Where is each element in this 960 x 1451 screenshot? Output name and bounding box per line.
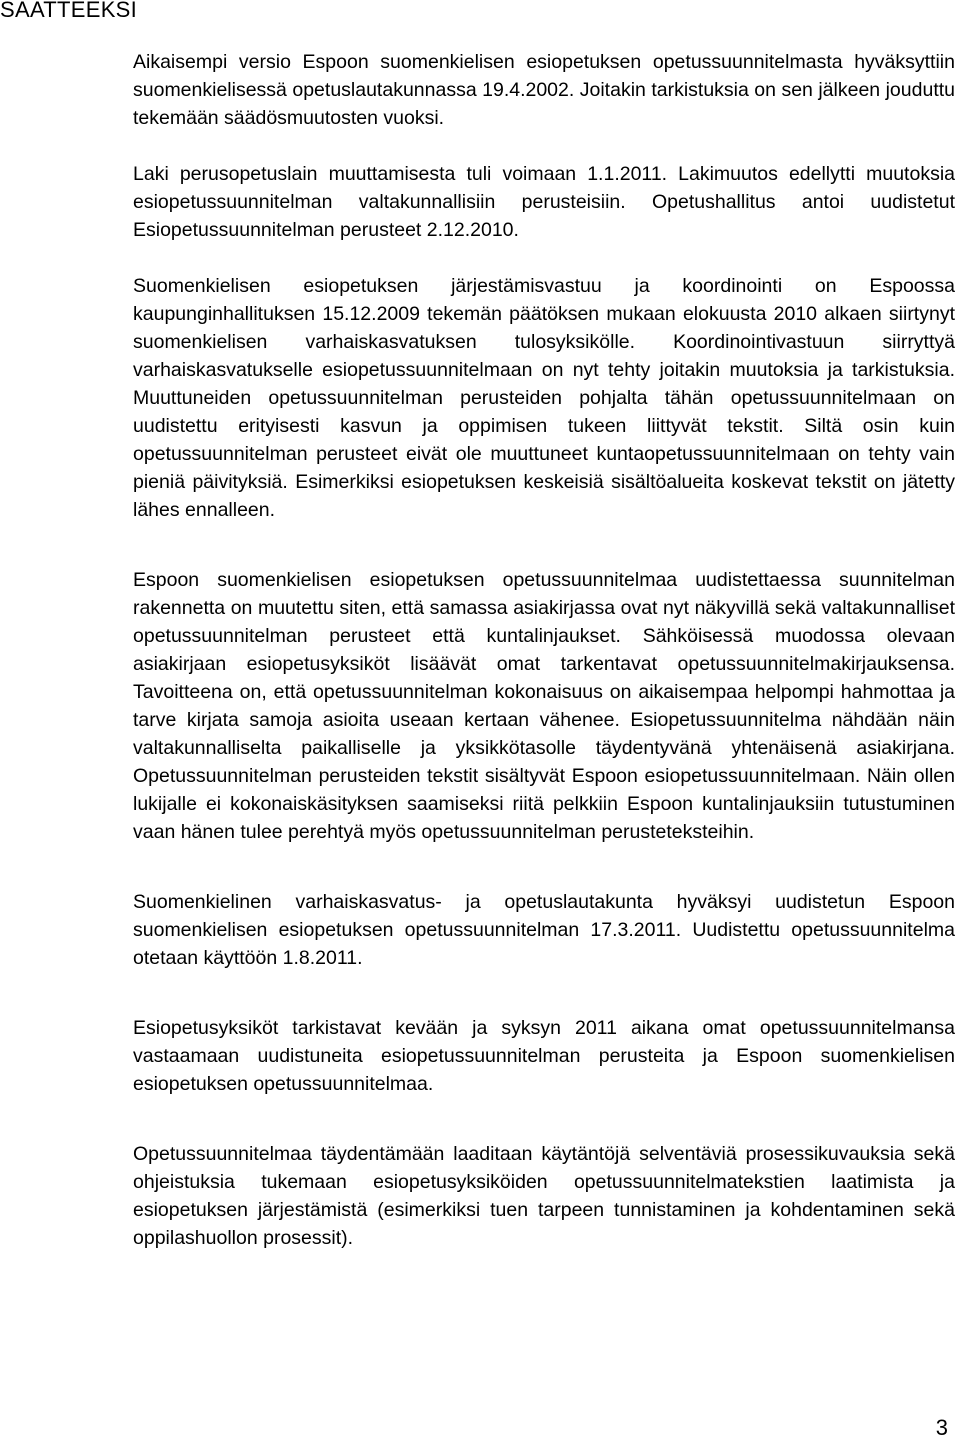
paragraph-unit-review: Esiopetusyksiköt tarkistavat kevään ja syksyn 2011 aikana omat opetussuunnitelmansa vastaamaan uudistuneita esiopetussuunnitelman perusteita ja Espoon suomenkielisen esiopetuksen opetussuunnitelmaa. <box>133 1017 955 1095</box>
page-number: 3 <box>935 1415 948 1440</box>
paragraph-law-amendment: Laki perusopetuslain muuttamisesta tuli voimaan 1.1.2011. Lakimuutos edellytti muutoksia esiopetussuunnitelman valtakunnallisiin perusteisiin. Opetushallitus antoi uudistetut Esiopetussuunnitelman perusteet 2.12.2010. <box>133 163 955 241</box>
document-body <box>133 48 955 1280</box>
paragraph-responsibility-transfer: Suomenkielisen esiopetuksen järjestämisvastuu ja koordinointi on Espoossa kaupunginhallituksen 15.12.2009 tekemän päätöksen mukaan elokuusta 2010 alkaen siirtynyt suomenkielisen varhaiskasvatuksen tulosyksikölle. Koordinointivastuun siirryttyä varhaiskasvatukselle esiopetussuunnitelmaan on nyt tehty joitakin muutoksia ja tarkistuksia. Muuttuneiden opetussuunnitelman perusteiden pohjalta tähän opetussuunnitelmaan on uudistettu erityisesti kasvun ja oppimisen tukeen liittyvät tekstit. Siltä osin kuin opetussuunnitelman perusteet eivät ole muuttuneet kuntaopetussuunnitelmaan on tehty vain pieniä päivityksiä. Esimerkiksi esiopetuksen keskeisiä sisältöalueita koskevat tekstit on jätetty lähes ennalleen. <box>133 275 955 521</box>
paragraph-structure-change: Espoon suomenkielisen esiopetuksen opetussuunnitelmaa uudistettaessa suunnitelman rakennetta on muutettu siten, että samassa asiakirjassa ovat nyt näkyvillä sekä valtakunnalliset opetussuunnitelman perusteet että kuntalinjaukset. Sähköisessä muodossa olevaan asiakirjaan esiopetusyksiköt lisäävät omat tarkentavat opetussuunnitelmakirjauksensa. Tavoitteena on, että opetussuunnitelman kokonaisuus on aikaisempaa helpompi hahmottaa ja tarve kirjata samoja asioita useaan kertaan vähenee. Esiopetussuunnitelma nähdään näin valtakunnalliselta paikalliselle ja yksikkötasolle täydentyvänä yhtenäisenä asiakirjana. Opetussuunnitelman perusteiden tekstit sisältyvät Espoon esiopetussuunnitelmaan. Näin ollen lukijalle ei kokonaiskäsityksen saamiseksi riitä pelkkiin Espoon kuntalinjauksiin tutustuminen vaan hänen tulee perehtyä myös opetussuunnitelman perusteteksteihin. <box>133 569 955 843</box>
paragraph-process-descriptions: Opetussuunnitelmaa täydentämään laaditaan käytäntöjä selventäviä prosessikuvauksia sekä ohjeistuksia tukemaan esiopetusyksiköiden opetussuunnitelmatekstien laatimista ja esiopetuksen järjestämistä (esimerkiksi tuen tarpeen tunnistaminen ja kohdentaminen sekä oppilashuollon prosessit). <box>133 1143 955 1249</box>
paragraph-previous-version: Aikaisempi versio Espoon suomenkielisen esiopetuksen opetussuunnitelmasta hyväksyttiin suomenkielisessä opetuslautakunnassa 19.4.2002. Joitakin tarkistuksia on sen jälkeen jouduttu tekemään säädösmuutosten vuoksi. <box>133 51 955 129</box>
paragraph-approval: Suomenkielinen varhaiskasvatus- ja opetuslautakunta hyväksyi uudistetun Espoon suomenkielisen esiopetuksen opetussuunnitelman 17.3.2011. Uudistettu opetussuunnitelma otetaan käyttöön 1.8.2011. <box>133 891 955 969</box>
page-heading: SAATTEEKSI <box>0 0 138 22</box>
